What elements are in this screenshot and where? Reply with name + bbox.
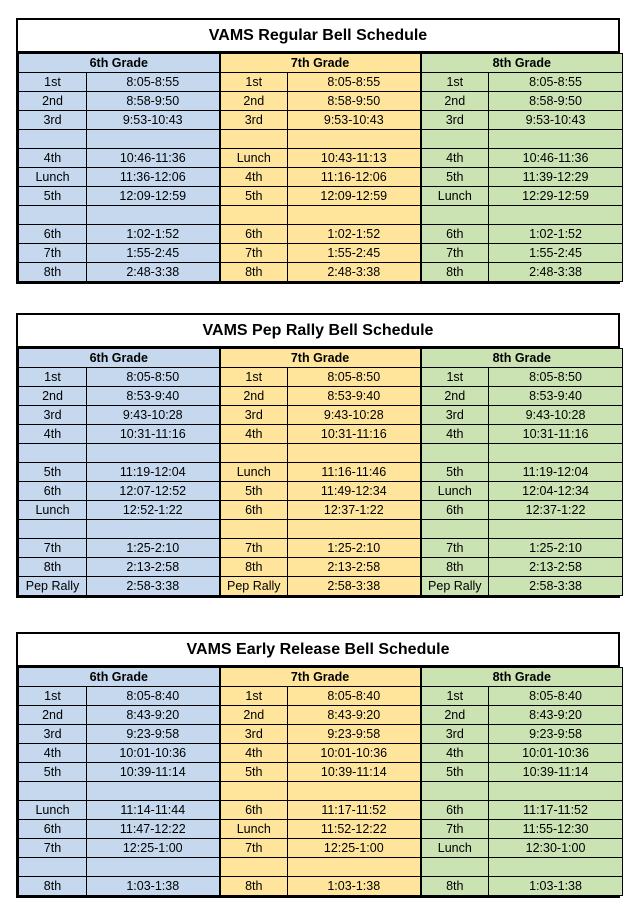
- period-cell: 8th: [19, 877, 87, 896]
- time-cell: 8:53-9:40: [489, 387, 623, 406]
- time-cell: [489, 206, 623, 225]
- schedule-title: VAMS Regular Bell Schedule: [18, 20, 618, 53]
- time-cell: 11:19-12:04: [87, 463, 220, 482]
- grade-header: 6th Grade: [19, 349, 220, 368]
- time-cell: 12:09-12:59: [288, 187, 421, 206]
- time-cell: 8:53-9:40: [87, 387, 220, 406]
- period-cell: 7th: [19, 839, 87, 858]
- time-cell: 8:43-9:20: [489, 706, 623, 725]
- period-cell: 7th: [421, 244, 489, 263]
- time-cell: 11:17-11:52: [489, 801, 623, 820]
- time-cell: 9:53-10:43: [288, 111, 421, 130]
- grade-header: 7th Grade: [220, 54, 421, 73]
- schedule-title: VAMS Early Release Bell Schedule: [18, 634, 618, 667]
- table-row: [19, 425, 623, 444]
- time-cell: 11:47-12:22: [87, 820, 220, 839]
- period-cell: 6th: [19, 225, 87, 244]
- schedule-table: [18, 667, 623, 896]
- period-cell: 2nd: [421, 706, 489, 725]
- period-cell: [19, 130, 87, 149]
- period-cell: [19, 206, 87, 225]
- period-cell: 2nd: [19, 92, 87, 111]
- period-cell: [421, 782, 489, 801]
- table-row: [19, 839, 623, 858]
- grade-header-row: [19, 349, 623, 368]
- period-cell: 4th: [19, 149, 87, 168]
- table-row: [19, 744, 623, 763]
- table-row: [19, 168, 623, 187]
- time-cell: 2:48-3:38: [288, 263, 421, 282]
- time-cell: [489, 444, 623, 463]
- time-cell: 8:05-8:55: [489, 73, 623, 92]
- period-cell: [19, 782, 87, 801]
- time-cell: 12:30-1:00: [489, 839, 623, 858]
- time-cell: 11:49-12:34: [288, 482, 421, 501]
- table-row: [19, 149, 623, 168]
- time-cell: 12:25-1:00: [288, 839, 421, 858]
- time-cell: 8:58-9:50: [288, 92, 421, 111]
- period-cell: 5th: [220, 763, 288, 782]
- time-cell: 8:05-8:55: [288, 73, 421, 92]
- table-row: [19, 444, 623, 463]
- period-cell: [220, 130, 288, 149]
- period-cell: 3rd: [19, 406, 87, 425]
- table-row: [19, 801, 623, 820]
- time-cell: [87, 520, 220, 539]
- period-cell: 2nd: [220, 387, 288, 406]
- period-cell: Lunch: [19, 168, 87, 187]
- table-row: [19, 368, 623, 387]
- period-cell: 7th: [220, 244, 288, 263]
- grade-header: 6th Grade: [19, 54, 220, 73]
- time-cell: [87, 444, 220, 463]
- time-cell: 9:23-9:58: [288, 725, 421, 744]
- time-cell: 9:43-10:28: [288, 406, 421, 425]
- table-row: [19, 782, 623, 801]
- table-row: [19, 463, 623, 482]
- grade-header: 8th Grade: [421, 54, 623, 73]
- time-cell: 8:43-9:20: [87, 706, 220, 725]
- table-row: [19, 687, 623, 706]
- time-cell: 8:05-8:50: [288, 368, 421, 387]
- period-cell: 4th: [421, 744, 489, 763]
- time-cell: [489, 858, 623, 877]
- period-cell: 7th: [220, 539, 288, 558]
- period-cell: [220, 858, 288, 877]
- period-cell: 5th: [19, 763, 87, 782]
- time-cell: 9:53-10:43: [87, 111, 220, 130]
- period-cell: 1st: [19, 687, 87, 706]
- period-cell: 8th: [19, 558, 87, 577]
- time-cell: [288, 520, 421, 539]
- period-cell: Lunch: [421, 187, 489, 206]
- table-row: [19, 244, 623, 263]
- time-cell: 8:58-9:50: [87, 92, 220, 111]
- time-cell: 12:04-12:34: [489, 482, 623, 501]
- grade-header: 7th Grade: [220, 668, 421, 687]
- table-row: [19, 820, 623, 839]
- time-cell: 2:58-3:38: [87, 577, 220, 596]
- time-cell: 12:29-12:59: [489, 187, 623, 206]
- time-cell: [489, 782, 623, 801]
- table-row: [19, 763, 623, 782]
- period-cell: 8th: [421, 263, 489, 282]
- time-cell: 8:05-8:40: [489, 687, 623, 706]
- period-cell: [220, 520, 288, 539]
- time-cell: 12:09-12:59: [87, 187, 220, 206]
- time-cell: 1:25-2:10: [288, 539, 421, 558]
- grade-header: 8th Grade: [421, 668, 623, 687]
- table-row: [19, 111, 623, 130]
- time-cell: 10:39-11:14: [87, 763, 220, 782]
- time-cell: 11:14-11:44: [87, 801, 220, 820]
- table-row: [19, 482, 623, 501]
- table-row: [19, 725, 623, 744]
- period-cell: 3rd: [19, 111, 87, 130]
- period-cell: 4th: [421, 425, 489, 444]
- time-cell: [489, 520, 623, 539]
- table-row: [19, 73, 623, 92]
- period-cell: 7th: [19, 244, 87, 263]
- period-cell: 6th: [19, 482, 87, 501]
- table-row: [19, 225, 623, 244]
- time-cell: 1:02-1:52: [288, 225, 421, 244]
- period-cell: 4th: [19, 425, 87, 444]
- period-cell: 1st: [19, 73, 87, 92]
- time-cell: 2:58-3:38: [288, 577, 421, 596]
- time-cell: 1:55-2:45: [288, 244, 421, 263]
- period-cell: Lunch: [220, 149, 288, 168]
- time-cell: 2:48-3:38: [489, 263, 623, 282]
- regular-bell-schedule: [16, 18, 620, 284]
- table-row: [19, 206, 623, 225]
- period-cell: [220, 206, 288, 225]
- time-cell: [87, 130, 220, 149]
- time-cell: 8:53-9:40: [288, 387, 421, 406]
- period-cell: 2nd: [19, 706, 87, 725]
- period-cell: 7th: [421, 539, 489, 558]
- schedule-title: VAMS Pep Rally Bell Schedule: [18, 315, 618, 348]
- time-cell: 8:05-8:50: [87, 368, 220, 387]
- table-row: [19, 558, 623, 577]
- period-cell: Pep Rally: [421, 577, 489, 596]
- time-cell: 8:05-8:40: [87, 687, 220, 706]
- period-cell: 3rd: [421, 111, 489, 130]
- time-cell: 8:05-8:55: [87, 73, 220, 92]
- period-cell: Lunch: [19, 501, 87, 520]
- time-cell: [489, 130, 623, 149]
- period-cell: 2nd: [220, 92, 288, 111]
- time-cell: 2:58-3:38: [489, 577, 623, 596]
- period-cell: 2nd: [19, 387, 87, 406]
- period-cell: 8th: [19, 263, 87, 282]
- table-row: [19, 520, 623, 539]
- time-cell: 10:39-11:14: [288, 763, 421, 782]
- time-cell: 12:37-1:22: [288, 501, 421, 520]
- period-cell: 7th: [421, 820, 489, 839]
- time-cell: 9:43-10:28: [87, 406, 220, 425]
- period-cell: [421, 206, 489, 225]
- table-row: [19, 501, 623, 520]
- period-cell: 8th: [421, 558, 489, 577]
- time-cell: 2:13-2:58: [87, 558, 220, 577]
- grade-header-row: [19, 54, 623, 73]
- table-row: [19, 877, 623, 896]
- period-cell: 5th: [19, 187, 87, 206]
- period-cell: 7th: [220, 839, 288, 858]
- schedule-table: [18, 348, 623, 596]
- table-row: [19, 406, 623, 425]
- period-cell: Lunch: [421, 839, 489, 858]
- pep-rally-bell-schedule: [16, 313, 620, 598]
- table-row: [19, 130, 623, 149]
- time-cell: 11:55-12:30: [489, 820, 623, 839]
- time-cell: 11:52-12:22: [288, 820, 421, 839]
- period-cell: 3rd: [220, 725, 288, 744]
- period-cell: 3rd: [220, 111, 288, 130]
- grade-header-row: [19, 668, 623, 687]
- grade-header: 7th Grade: [220, 349, 421, 368]
- time-cell: 9:53-10:43: [489, 111, 623, 130]
- period-cell: 6th: [421, 225, 489, 244]
- period-cell: 3rd: [19, 725, 87, 744]
- time-cell: 8:58-9:50: [489, 92, 623, 111]
- period-cell: [220, 782, 288, 801]
- period-cell: 2nd: [421, 92, 489, 111]
- time-cell: [288, 858, 421, 877]
- table-row: [19, 92, 623, 111]
- time-cell: 2:13-2:58: [489, 558, 623, 577]
- time-cell: 10:01-10:36: [489, 744, 623, 763]
- time-cell: 12:25-1:00: [87, 839, 220, 858]
- time-cell: 8:05-8:40: [288, 687, 421, 706]
- time-cell: 11:19-12:04: [489, 463, 623, 482]
- time-cell: 10:31-11:16: [288, 425, 421, 444]
- period-cell: 1st: [19, 368, 87, 387]
- time-cell: 2:48-3:38: [87, 263, 220, 282]
- period-cell: 8th: [220, 263, 288, 282]
- time-cell: 9:43-10:28: [489, 406, 623, 425]
- period-cell: [220, 444, 288, 463]
- time-cell: 1:55-2:45: [489, 244, 623, 263]
- time-cell: 1:03-1:38: [489, 877, 623, 896]
- time-cell: [288, 444, 421, 463]
- period-cell: 8th: [220, 558, 288, 577]
- time-cell: 11:16-12:06: [288, 168, 421, 187]
- time-cell: 11:39-12:29: [489, 168, 623, 187]
- time-cell: 10:46-11:36: [87, 149, 220, 168]
- period-cell: 5th: [220, 482, 288, 501]
- grade-header: 6th Grade: [19, 668, 220, 687]
- time-cell: 8:05-8:50: [489, 368, 623, 387]
- time-cell: 10:31-11:16: [489, 425, 623, 444]
- period-cell: 6th: [19, 820, 87, 839]
- period-cell: 6th: [421, 501, 489, 520]
- time-cell: 2:13-2:58: [288, 558, 421, 577]
- period-cell: 6th: [421, 801, 489, 820]
- period-cell: 7th: [19, 539, 87, 558]
- time-cell: 1:02-1:52: [489, 225, 623, 244]
- period-cell: 5th: [19, 463, 87, 482]
- period-cell: 5th: [421, 463, 489, 482]
- period-cell: [421, 520, 489, 539]
- time-cell: 1:25-2:10: [489, 539, 623, 558]
- time-cell: 1:55-2:45: [87, 244, 220, 263]
- time-cell: 10:01-10:36: [288, 744, 421, 763]
- table-row: [19, 263, 623, 282]
- period-cell: 5th: [421, 763, 489, 782]
- period-cell: 6th: [220, 501, 288, 520]
- table-row: [19, 187, 623, 206]
- period-cell: [421, 858, 489, 877]
- time-cell: 1:25-2:10: [87, 539, 220, 558]
- period-cell: 4th: [220, 168, 288, 187]
- grade-header: 8th Grade: [421, 349, 623, 368]
- period-cell: 1st: [421, 687, 489, 706]
- time-cell: 10:43-11:13: [288, 149, 421, 168]
- period-cell: 4th: [19, 744, 87, 763]
- time-cell: [87, 782, 220, 801]
- period-cell: Lunch: [19, 801, 87, 820]
- time-cell: [288, 206, 421, 225]
- period-cell: 6th: [220, 225, 288, 244]
- period-cell: [421, 444, 489, 463]
- period-cell: [19, 444, 87, 463]
- early-release-bell-schedule: [16, 632, 620, 898]
- time-cell: [288, 782, 421, 801]
- period-cell: 4th: [220, 425, 288, 444]
- time-cell: 9:23-9:58: [87, 725, 220, 744]
- time-cell: 1:02-1:52: [87, 225, 220, 244]
- time-cell: 10:31-11:16: [87, 425, 220, 444]
- period-cell: 4th: [421, 149, 489, 168]
- period-cell: 3rd: [220, 406, 288, 425]
- period-cell: Lunch: [421, 482, 489, 501]
- period-cell: Pep Rally: [19, 577, 87, 596]
- table-row: [19, 539, 623, 558]
- time-cell: [87, 206, 220, 225]
- period-cell: Lunch: [220, 463, 288, 482]
- period-cell: 2nd: [220, 706, 288, 725]
- period-cell: 3rd: [421, 725, 489, 744]
- time-cell: 12:07-12:52: [87, 482, 220, 501]
- time-cell: 10:39-11:14: [489, 763, 623, 782]
- period-cell: Pep Rally: [220, 577, 288, 596]
- table-row: [19, 706, 623, 725]
- time-cell: 9:23-9:58: [489, 725, 623, 744]
- period-cell: 4th: [220, 744, 288, 763]
- time-cell: [288, 130, 421, 149]
- time-cell: 10:46-11:36: [489, 149, 623, 168]
- period-cell: 5th: [421, 168, 489, 187]
- period-cell: Lunch: [220, 820, 288, 839]
- period-cell: 1st: [421, 73, 489, 92]
- schedule-table: [18, 53, 623, 282]
- period-cell: 6th: [220, 801, 288, 820]
- period-cell: 8th: [421, 877, 489, 896]
- table-row: [19, 387, 623, 406]
- time-cell: 10:01-10:36: [87, 744, 220, 763]
- period-cell: 1st: [421, 368, 489, 387]
- time-cell: 1:03-1:38: [288, 877, 421, 896]
- time-cell: 12:52-1:22: [87, 501, 220, 520]
- period-cell: 5th: [220, 187, 288, 206]
- period-cell: [421, 130, 489, 149]
- period-cell: 1st: [220, 73, 288, 92]
- table-row: [19, 577, 623, 596]
- period-cell: [19, 520, 87, 539]
- period-cell: 3rd: [421, 406, 489, 425]
- time-cell: 11:17-11:52: [288, 801, 421, 820]
- time-cell: 11:16-11:46: [288, 463, 421, 482]
- time-cell: 12:37-1:22: [489, 501, 623, 520]
- table-row: [19, 858, 623, 877]
- period-cell: 1st: [220, 687, 288, 706]
- time-cell: 8:43-9:20: [288, 706, 421, 725]
- period-cell: [19, 858, 87, 877]
- time-cell: 11:36-12:06: [87, 168, 220, 187]
- period-cell: 8th: [220, 877, 288, 896]
- period-cell: 2nd: [421, 387, 489, 406]
- time-cell: 1:03-1:38: [87, 877, 220, 896]
- time-cell: [87, 858, 220, 877]
- period-cell: 1st: [220, 368, 288, 387]
